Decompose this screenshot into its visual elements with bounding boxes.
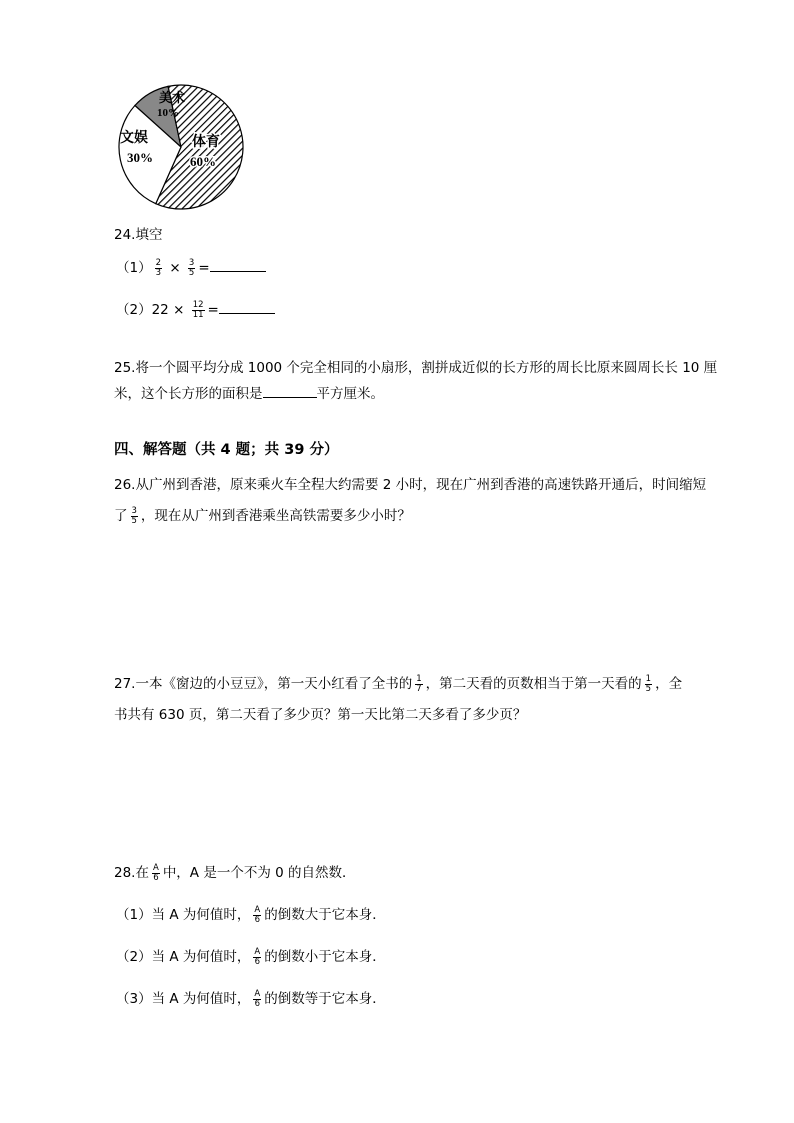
q28-text-a: 28.在 xyxy=(114,865,149,881)
q24-part1-prefix: （1） xyxy=(116,260,152,276)
fraction: $\frac{2}{3}$ xyxy=(155,257,162,278)
q25-line2 xyxy=(114,383,384,404)
fraction: $\frac{1}{7}$ xyxy=(416,673,422,694)
fraction: $\frac{A}{6}$ xyxy=(152,862,159,883)
q25-text-b: 平方厘米。 xyxy=(316,386,384,402)
answer-blank[interactable] xyxy=(210,257,266,272)
slice-label-tiyu-value: 60% xyxy=(190,154,216,169)
fraction: $\frac{12}{11}$ xyxy=(192,299,204,320)
q28-item-text-a: （1）当 A 为何值时， xyxy=(116,907,251,923)
q24-part2-number: 22 xyxy=(151,302,169,318)
q28-item-1 xyxy=(116,905,386,925)
fraction: $\frac{A}{6}$ xyxy=(254,904,261,925)
slice-label-wenyu-value: 30% xyxy=(127,150,153,165)
section-heading: 四、解答题（共 4 题；共 39 分） xyxy=(114,442,339,458)
q28-item-3 xyxy=(116,989,386,1009)
fraction: $\frac{3}{5}$ xyxy=(188,257,195,278)
q25-text-a: 米，这个长方形的面积是 xyxy=(114,386,263,402)
fraction: $\frac{A}{6}$ xyxy=(254,946,261,967)
equals-sign: = xyxy=(198,260,210,276)
q27-text-c: ，全 xyxy=(655,676,683,692)
pie-chart xyxy=(112,80,252,215)
answer-blank[interactable] xyxy=(219,299,275,314)
q27-line1 xyxy=(114,674,682,694)
q28-text-b: 中，A 是一个不为 0 的自然数． xyxy=(162,865,356,881)
q28-item-2 xyxy=(116,947,386,967)
equals-sign: = xyxy=(207,302,219,318)
fraction: $\frac{A}{6}$ xyxy=(254,988,261,1009)
slice-label-meishu-value: 10% xyxy=(157,107,179,119)
times-sign: × xyxy=(173,302,185,318)
q28-item-text-b: 的倒数大于它本身． xyxy=(264,907,386,923)
q28-item-text-b: 的倒数小于它本身． xyxy=(264,949,386,965)
q25-line1: 25.将一个圆平均分成 1000 个完全相同的小扇形，割拼成近似的长方形的周长比原来圆周长长 10 厘 xyxy=(114,360,718,376)
q24-part1 xyxy=(116,257,266,278)
q26-text-b: ，现在从广州到香港乘坐高铁需要多少小时？ xyxy=(140,508,411,524)
q28-item-text-a: （2）当 A 为何值时， xyxy=(116,949,251,965)
q28-intro xyxy=(114,863,356,883)
q27-text-b: ，第二天看的页数相当于第一天看的 xyxy=(425,676,642,692)
q28-item-text-b: 的倒数等于它本身． xyxy=(264,991,386,1007)
q27-line2: 书共有 630 页，第二天看了多少页？第一天比第二天多看了多少页？ xyxy=(114,707,527,723)
q26-text-a: 了 xyxy=(114,508,128,524)
slice-label-wenyu-name: 文娱 xyxy=(120,131,148,146)
q24-part2 xyxy=(116,299,275,320)
slice-label-tiyu-name: 体育 xyxy=(192,135,220,150)
slice-label-meishu-name: 美术 xyxy=(159,90,186,105)
q24-title: 24.填空 xyxy=(114,227,163,243)
q28-item-text-a: （3）当 A 为何值时， xyxy=(116,991,251,1007)
q27-text-a: 27.一本《窗边的小豆豆》，第一天小红看了全书的 xyxy=(114,676,413,692)
q26-line1: 26.从广州到香港，原来乘火车全程大约需要 2 小时，现在广州到香港的高速铁路开通后，时间缩短 xyxy=(114,477,707,493)
fraction: $\frac{3}{5}$ xyxy=(131,505,137,526)
times-sign: × xyxy=(169,260,181,276)
q24-part2-prefix: （2） xyxy=(116,302,152,318)
q26-line2 xyxy=(114,506,411,526)
answer-blank[interactable] xyxy=(263,383,317,398)
fraction: $\frac{1}{5}$ xyxy=(645,673,652,694)
